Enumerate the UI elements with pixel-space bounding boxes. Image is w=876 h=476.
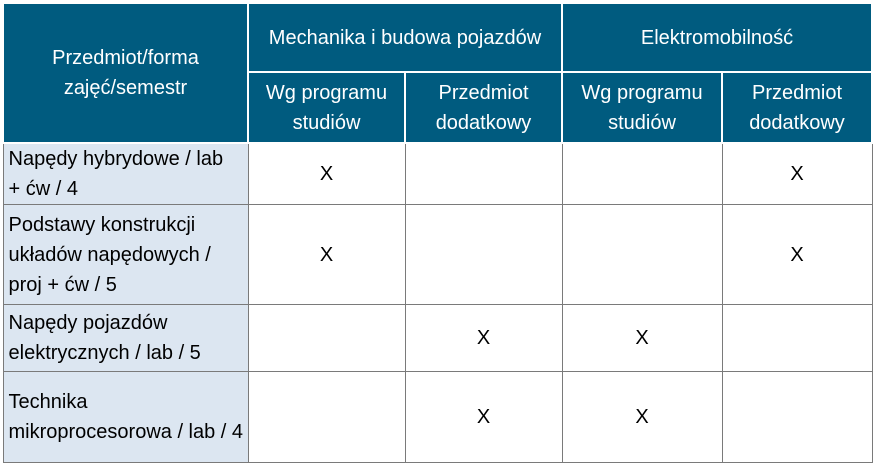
group-header-mechanika: Mechanika i budowa pojazdów <box>248 3 562 72</box>
header-row-groups <box>3 3 872 72</box>
cell-mark: X <box>248 143 405 205</box>
table-body <box>3 143 872 463</box>
subheader-elek-dodatkowy: Przedmiot dodatkowy <box>722 72 872 143</box>
subject-table <box>2 2 873 463</box>
cell-mark: X <box>562 305 722 372</box>
subheader-mech-program: Wg programu studiów <box>248 72 405 143</box>
table-row <box>3 143 872 205</box>
cell-mark: X <box>405 305 562 372</box>
cell-mark: X <box>722 205 872 305</box>
cell-mark: X <box>562 372 722 463</box>
cell-mark <box>722 305 872 372</box>
table-row <box>3 305 872 372</box>
row-subject: Napędy hybrydowe / lab + ćw / 4 <box>3 143 248 205</box>
cell-mark <box>405 143 562 205</box>
subheader-mech-dodatkowy: Przedmiot dodatkowy <box>405 72 562 143</box>
table-row <box>3 372 872 463</box>
cell-mark <box>248 305 405 372</box>
corner-header: Przedmiot/forma zajęć/semestr <box>3 3 248 143</box>
row-subject: Podstawy konstrukcji układów napędowych / proj + ćw / 5 <box>3 205 248 305</box>
table-header <box>3 3 872 143</box>
cell-mark: X <box>405 372 562 463</box>
cell-mark <box>722 372 872 463</box>
row-subject: Napędy pojazdów elektrycznych / lab / 5 <box>3 305 248 372</box>
table-row <box>3 205 872 305</box>
row-subject: Technika mikroprocesorowa / lab / 4 <box>3 372 248 463</box>
cell-mark <box>562 205 722 305</box>
cell-mark <box>405 205 562 305</box>
group-header-elektromobilnosc: Elektromobilność <box>562 3 872 72</box>
cell-mark <box>248 372 405 463</box>
cell-mark: X <box>722 143 872 205</box>
cell-mark <box>562 143 722 205</box>
subheader-elek-program: Wg programu studiów <box>562 72 722 143</box>
cell-mark: X <box>248 205 405 305</box>
